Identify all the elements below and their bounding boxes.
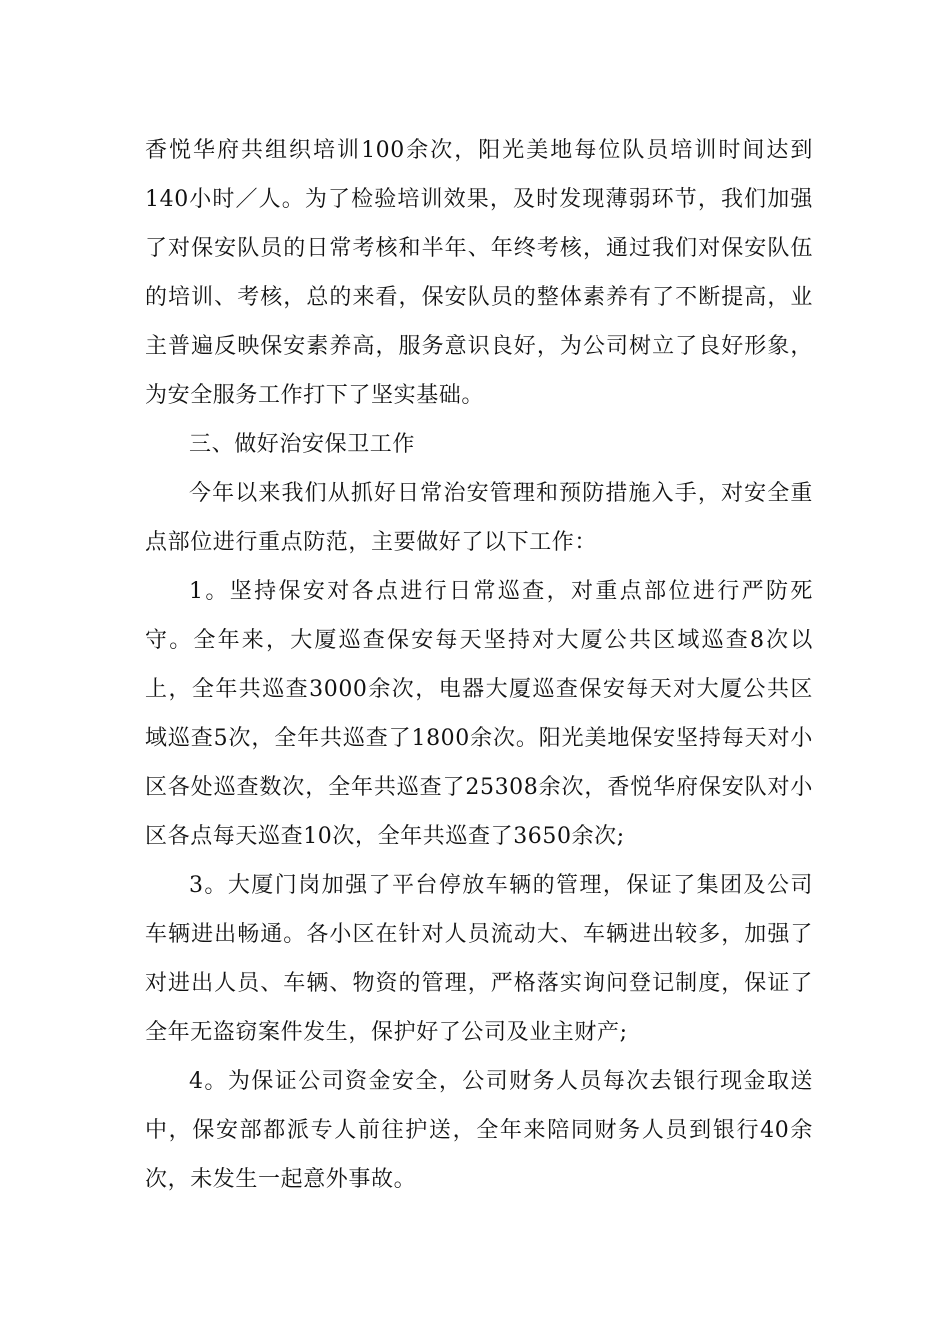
paragraph-security-intro: 今年以来我们从抓好日常治安管理和预防措施入手，对安全重点部位进行重点防范，主要做好了以下工作： bbox=[145, 481, 813, 555]
paragraph-training-summary: 香悦华府共组织培训100余次，阳光美地每位队员培训时间达到140小时／人。为了检验培训效果，及时发现薄弱环节，我们加强了对保安队员的日常考核和半年、年终考核，通过我们对保安队伍的培训、考核，总的来看，保安队员的整体素养有了不断提高，业主普遍反映保安素养高，服务意识良好，为公司树立了良好形象，为安全服务工作打下了坚实基础。 bbox=[145, 138, 813, 408]
paragraph-item-4-escort: 4。为保证公司资金安全，公司财务人员每次去银行现金取送中，保安部都派专人前往护送，全年来陪同财务人员到银行40余次，未发生一起意外事故。 bbox=[145, 1069, 813, 1192]
paragraph-item-1-patrol: 1。坚持保安对各点进行日常巡查，对重点部位进行严防死守。全年来，大厦巡查保安每天坚持对大厦公共区域巡查8次以上，全年共巡查3000余次，电器大厦巡查保安每天对大厦公共区域巡查5次，全年共巡查了1800余次。阳光美地保安坚持每天对小区各处巡查数次，全年共巡查了25308余次，香悦华府保安队对小区各点每天巡查10次，全年共巡查了3650余次; bbox=[145, 579, 813, 849]
paragraph-item-3-gate: 3。大厦门岗加强了平台停放车辆的管理，保证了集团及公司车辆进出畅通。各小区在针对人员流动大、车辆进出较多，加强了对进出人员、车辆、物资的管理，严格落实询问登记制度，保证了全年无盗窃案件发生，保护好了公司及业主财产; bbox=[145, 873, 813, 1045]
document-body bbox=[145, 126, 813, 1204]
section-heading-security-work: 三、做好治安保卫工作 bbox=[189, 432, 416, 457]
